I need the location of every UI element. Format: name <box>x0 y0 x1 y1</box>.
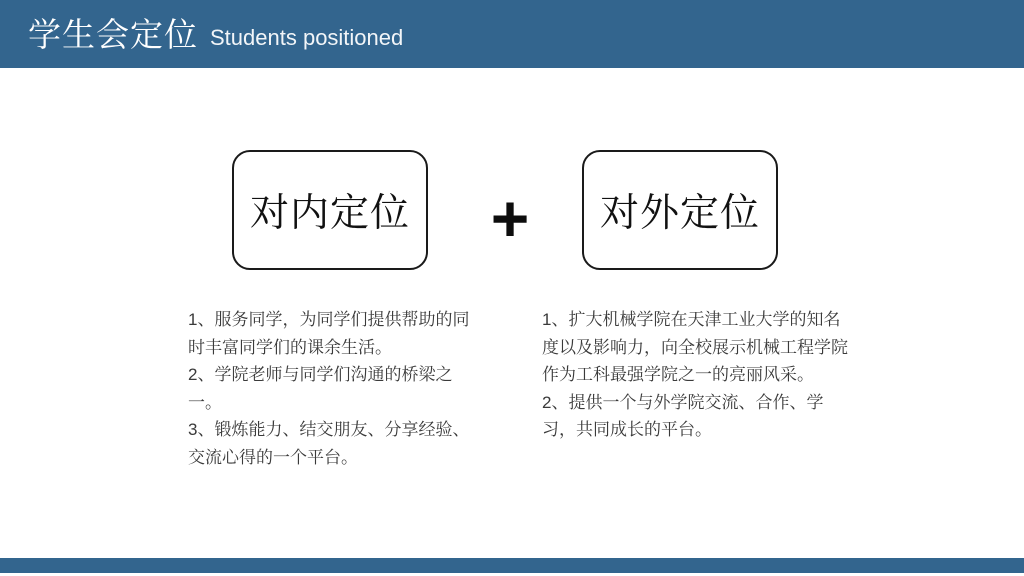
internal-notes-block <box>188 306 484 471</box>
page-subtitle: Students positioned <box>210 25 404 50</box>
page-title: 学生会定位 <box>28 15 198 53</box>
slide-header <box>0 0 1024 68</box>
internal-note-item: 2、学院老师与同学们沟通的桥梁之一。 <box>188 365 453 412</box>
external-positioning-label: 对外定位 <box>599 192 760 235</box>
internal-positioning-label: 对内定位 <box>249 192 410 235</box>
external-positioning-box <box>582 150 778 270</box>
footer-accent-bar <box>0 558 1024 573</box>
external-notes-block <box>542 306 852 444</box>
plus-icon: + <box>490 181 530 255</box>
external-note-item: 1、扩大机械学院在天津工业大学的知名度以及影响力，向全校展示机械工程学院作为工科最强学院之一的亮丽风采。 <box>542 310 848 384</box>
internal-positioning-box <box>232 150 428 270</box>
internal-note-item: 3、锻炼能力、结交朋友、分享经验、交流心得的一个平台。 <box>188 420 470 467</box>
internal-note-item: 1、服务同学，为同学们提供帮助的同时丰富同学们的课余生活。 <box>188 310 470 357</box>
external-note-item: 2、提供一个与外学院交流、合作、学习，共同成长的平台。 <box>542 392 824 439</box>
